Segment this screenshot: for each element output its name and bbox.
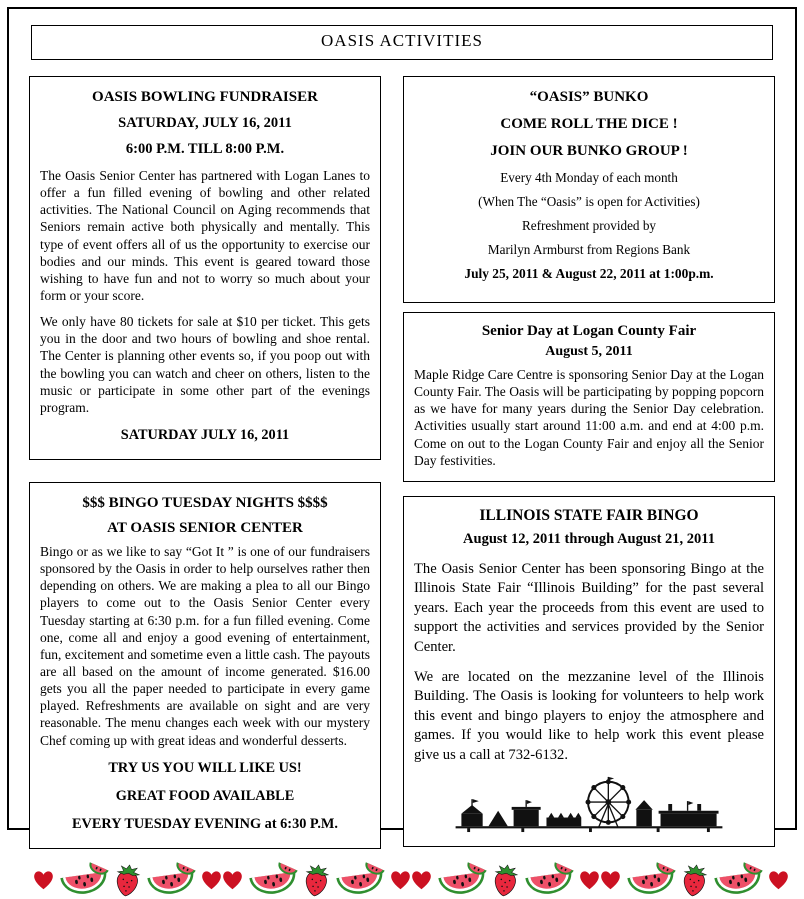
heart-icon bbox=[222, 870, 243, 890]
senior-day-paragraph: Maple Ridge Care Centre is sponsoring Senior Day at the Logan County Fair. The Oasis will be participating by popping popcorn as we have for many years during the Senior Day celebration. Activities usually start around 11:00 a.m. and end at 4:00 p.m. Come on out to the Logan County Fair and enjoy all the Senior Day festivities. bbox=[414, 367, 764, 468]
bingo-tuesday-box bbox=[29, 482, 381, 849]
bunko-line: JOIN OUR BUNKO GROUP ! bbox=[490, 143, 688, 159]
heart-icon bbox=[579, 870, 600, 890]
senior-day-box bbox=[403, 312, 775, 482]
bowling-time-line: 6:00 P.M. TILL 8:00 P.M. bbox=[125, 141, 285, 157]
heart-icon bbox=[600, 870, 621, 890]
bowling-paragraph-1: The Oasis Senior Center has partnered with Logan Lanes to offer a fun filled evening of bowling and other related activities. The National Council on Aging recommends that Seniors remain active both physically and mentally. This type of event offers all of us the opportunity to exercise our bodies and our minds. This event is geared toward those wishing to have fun and not to worry so much about your form or your score. bbox=[40, 168, 370, 303]
heart-icon bbox=[201, 870, 222, 890]
strawberry-icon bbox=[303, 863, 330, 897]
bunko-line: COME ROLL THE DICE ! bbox=[500, 116, 678, 132]
bunko-line: (When The “Oasis” is open for Activities) bbox=[478, 194, 700, 209]
bingo-closing-3: EVERY TUESDAY EVENING at 6:30 P.M. bbox=[71, 815, 338, 832]
bottom-border bbox=[33, 861, 771, 899]
bunko-line: Marilyn Armburst from Regions Bank bbox=[487, 242, 691, 257]
heart-icon bbox=[33, 870, 54, 890]
fairground-silhouette-graphic bbox=[453, 775, 725, 833]
bunko-line: Refreshment provided by bbox=[521, 218, 657, 233]
state-fair-bingo-box bbox=[403, 496, 775, 847]
state-fair-dates: August 12, 2011 through August 21, 2011 bbox=[463, 530, 715, 547]
watermelon-icon bbox=[54, 861, 114, 899]
watermelon-icon bbox=[621, 861, 681, 899]
bunko-schedule-line: July 25, 2011 & August 22, 2011 at 1:00p.m. bbox=[464, 266, 714, 281]
watermelon-icon bbox=[243, 861, 303, 899]
watermelon-icon bbox=[519, 861, 579, 899]
senior-day-date: August 5, 2011 bbox=[545, 344, 633, 359]
page-frame bbox=[7, 7, 797, 830]
bunko-title: “OASIS” BUNKO bbox=[529, 89, 649, 105]
bingo-closing-2: GREAT FOOD AVAILABLE bbox=[115, 787, 295, 804]
page-title: OASIS ACTIVITIES bbox=[321, 31, 483, 50]
strawberry-icon bbox=[681, 863, 708, 897]
bingo-paragraph: Bingo or as we like to say “Got It ” is one of our fundraisers sponsored by the Oasis in order to help ourselves rather then depending on others. We are making a plea to all our Bingo players to come out to the Oasis Senior Center every Tuesday starting at 6:30 p.m. for a fun filled evening. Come one, come all and enjoy a good evening of entertainment, fun, excitement and sometime even a little cash. The payouts are all based on the amount of income generated. $16.00 gets you all the paper needed to participate in every game played. Refreshments are available on sight and are very reasonable. The menu changes each week with our mystery Chef coming up with great ideas and wonderful desserts. bbox=[40, 543, 370, 748]
bowling-footer-date: SATURDAY JULY 16, 2011 bbox=[120, 426, 290, 443]
strawberry-icon bbox=[492, 863, 519, 897]
page-title-box bbox=[31, 25, 773, 60]
bingo-title-line-1: $$$ BINGO TUESDAY NIGHTS $$$$ bbox=[82, 494, 328, 511]
watermelon-icon bbox=[708, 861, 768, 899]
bowling-date-line: SATURDAY, JULY 16, 2011 bbox=[118, 115, 292, 131]
state-fair-paragraph-2: We are located on the mezzanine level of the Illinois Building. The Oasis is looking for volunteers to help work this event and bingo players to enjoy the atmosphere and games. If you would like to help work this event please give us a call at 732-6132. bbox=[414, 668, 764, 763]
left-column bbox=[29, 76, 381, 849]
right-column bbox=[403, 76, 775, 847]
watermelon-icon bbox=[330, 861, 390, 899]
heart-icon bbox=[411, 870, 432, 890]
bingo-title-line-2: AT OASIS SENIOR CENTER bbox=[107, 519, 303, 536]
state-fair-paragraph-1: The Oasis Senior Center has been sponsoring Bingo at the Illinois State Fair “Illinois Building” for the past several years. Each year the proceeds from this event are used to support the activities and services provided by the Senior Center. bbox=[414, 560, 764, 656]
bowling-paragraph-2: We only have 80 tickets for sale at $10 per ticket. This gets you in the door and two hours of bowling and shoe rental. The Center is planning other events so, if you poop out with the bowling you can watch and cheer on others, listen to the music or participate in some other part of the evenings program. bbox=[40, 314, 370, 415]
bowling-title: OASIS BOWLING FUNDRAISER bbox=[92, 89, 318, 105]
heart-icon bbox=[390, 870, 411, 890]
carnival-silhouette bbox=[414, 775, 764, 838]
strawberry-icon bbox=[114, 863, 141, 897]
heart-icon bbox=[768, 870, 789, 890]
watermelon-icon bbox=[141, 861, 201, 899]
bunko-box bbox=[403, 76, 775, 303]
bowling-fundraiser-box bbox=[29, 76, 381, 460]
watermelon-icon bbox=[432, 861, 492, 899]
state-fair-title: ILLINOIS STATE FAIR BINGO bbox=[479, 506, 699, 524]
senior-day-title: Senior Day at Logan County Fair bbox=[481, 323, 697, 339]
bingo-closing-1: TRY US YOU WILL LIKE US! bbox=[108, 759, 302, 776]
columns bbox=[29, 76, 775, 849]
bunko-line: Every 4th Monday of each month bbox=[500, 170, 678, 185]
